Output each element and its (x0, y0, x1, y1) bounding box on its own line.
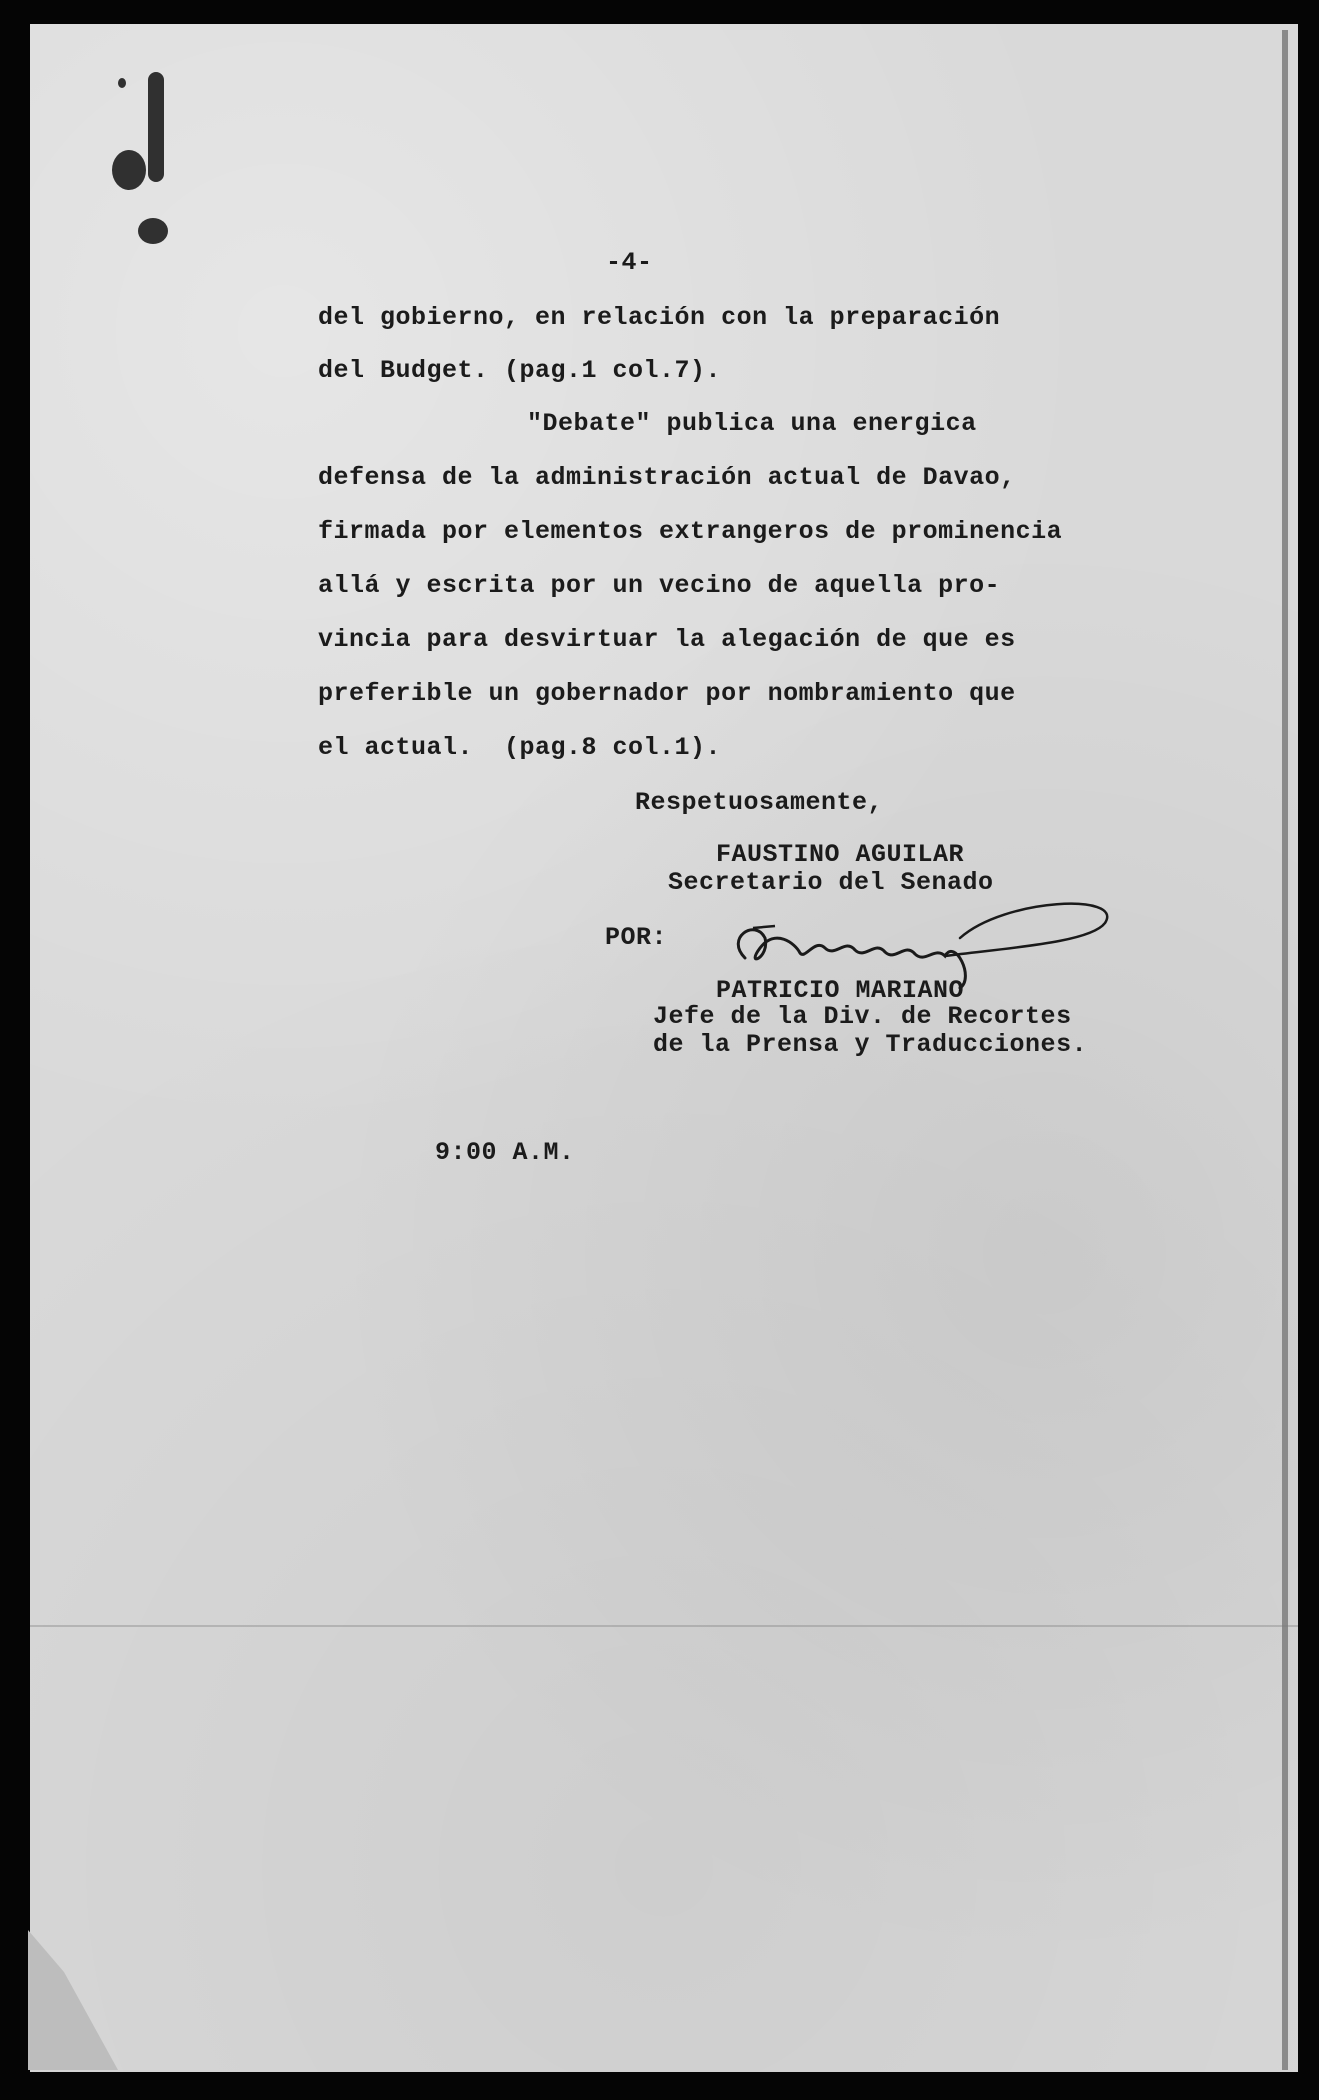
body-line: del Budget. (pag.1 col.7). (318, 356, 722, 385)
body-line: defensa de la administración actual de Davao, (318, 463, 1016, 492)
agent-name: PATRICIO MARIANO (716, 976, 965, 1005)
signatory-name: FAUSTINO AGUILAR (716, 840, 965, 869)
closing: Respetuosamente, (635, 788, 884, 817)
signatory-title: Secretario del Senado (668, 868, 994, 897)
ink-stain (112, 150, 146, 190)
ink-stain (118, 78, 126, 88)
ink-stain (148, 72, 164, 182)
agent-title-line: Jefe de la Div. de Recortes (653, 1002, 1072, 1031)
body-line: del gobierno, en relación con la preparación (318, 303, 1001, 332)
ink-stain (138, 218, 168, 244)
agent-title-line: de la Prensa y Traducciones. (653, 1030, 1088, 1059)
time-stamp: 9:00 A.M. (435, 1138, 575, 1167)
body-line: preferible un gobernador por nombramiento que (318, 679, 1016, 708)
por-label: POR: (605, 923, 668, 952)
paper-edge (1282, 30, 1288, 2070)
body-line: "Debate" publica una energica (527, 409, 977, 438)
body-line: allá y escrita por un vecino de aquella pro- (318, 571, 1001, 600)
body-line: el actual. (pag.8 col.1). (318, 733, 722, 762)
fold-line (30, 1625, 1298, 1627)
page-number: -4- (606, 248, 653, 277)
body-line: vincia para desvirtuar la alegación de que es (318, 625, 1016, 654)
body-line: firmada por elementos extrangeros de prominencia (318, 517, 1063, 546)
